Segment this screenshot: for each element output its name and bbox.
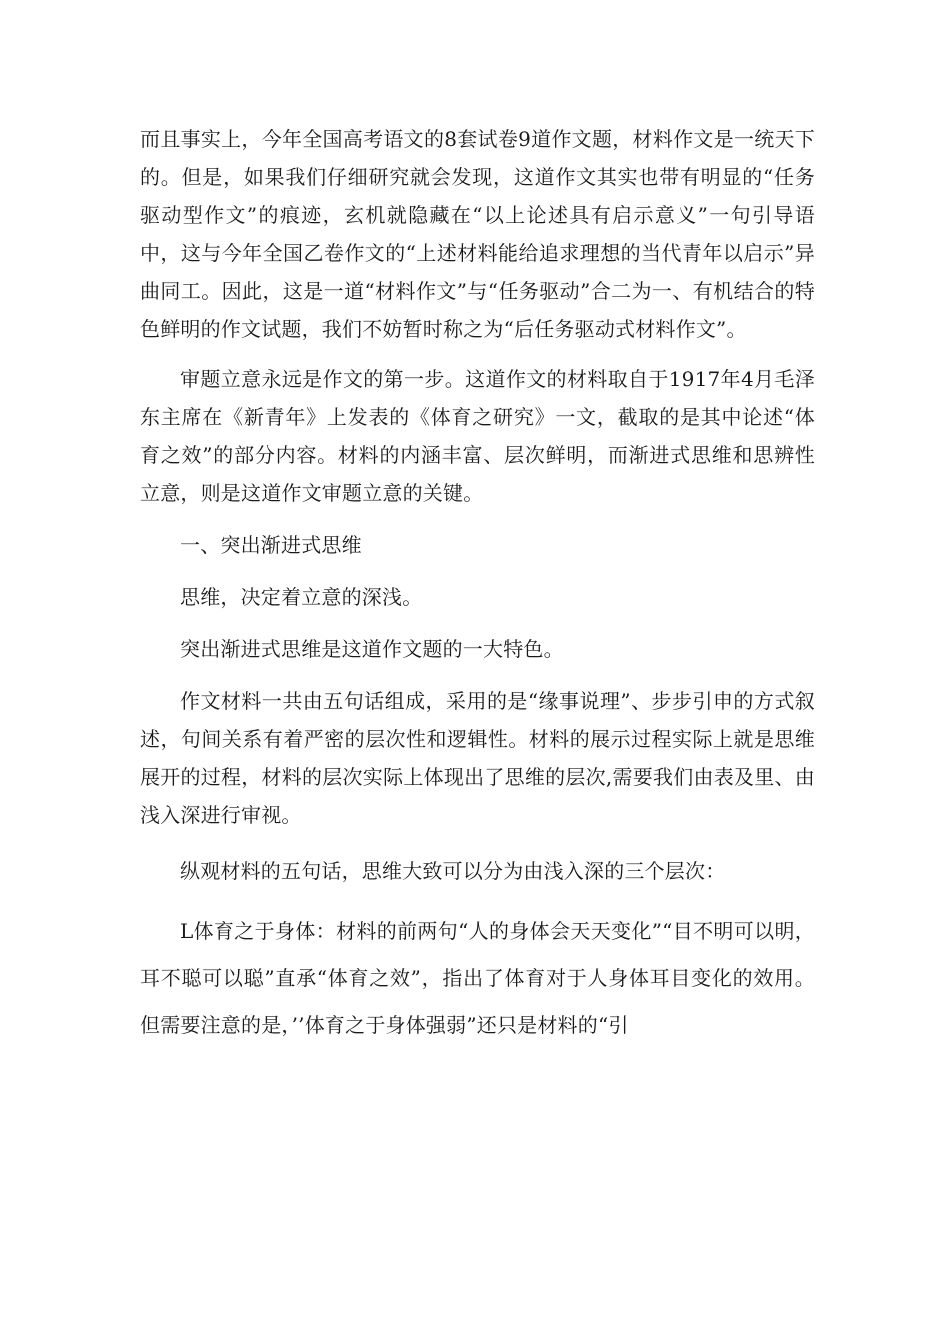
paragraph-thinking: 思维，决定着立意的深浅。	[180, 585, 423, 609]
paragraph-topic-analysis: 审题立意永远是作文的第一步。这道作文的材料取自于1917年4月毛泽东主席在《新青年》上发表的《体育之研究》一文，截取的是其中论述“体育之效”的部分内容。材料的内涵丰富、层次鲜明，而渐进式思维和思辨性立意，则是这道作文审题立意的关键。	[140, 367, 815, 505]
section-heading: 一、突出渐进式思维	[180, 533, 362, 557]
paragraph-three-levels: 纵观材料的五句话，思维大致可以分为由浅入深的三个层次：	[180, 859, 726, 883]
document-body	[140, 120, 815, 1049]
paragraph-material-structure: 作文材料一共由五句话组成，采用的是“缘事说理”、步步引申的方式叙述，句间关系有着严密的层次性和逻辑性。材料的展示过程实际上就是思维展开的过程，材料的层次实际上体现出了思维的层次,需要我们由表及里、由浅入深进行审视。	[140, 689, 815, 827]
paragraph-feature: 突出渐进式思维是这道作文题的一大特色。	[180, 637, 564, 661]
paragraph-intro: 而且事实上，今年全国高考语文的8套试卷9道作文题，材料作文是一统天下的。但是，如果我们仔细研究就会发现，这道作文其实也带有明显的“任务驱动型作文”的痕迹，玄机就隐藏在“以上论述具有启示意义”一句引导语中，这与今年全国乙卷作文的“上述材料能给追求理想的当代青年以启示”异曲同工。因此，这是一道“材料作文”与“任务驱动”合二为一、有机结合的特色鲜明的作文试题，我们不妨暂时称之为“后任务驱动式材料作文”。	[140, 127, 815, 341]
paragraph-level-one: L体育之于身体：材料的前两句“人的身体会天天变化”“目不明可以明，耳不聪可以聪”直承“体育之效”，指出了体育对于人身体耳目变化的效用。但需要注意的是，’’体育之于身体强弱”还只是材料的“引	[140, 919, 815, 1037]
